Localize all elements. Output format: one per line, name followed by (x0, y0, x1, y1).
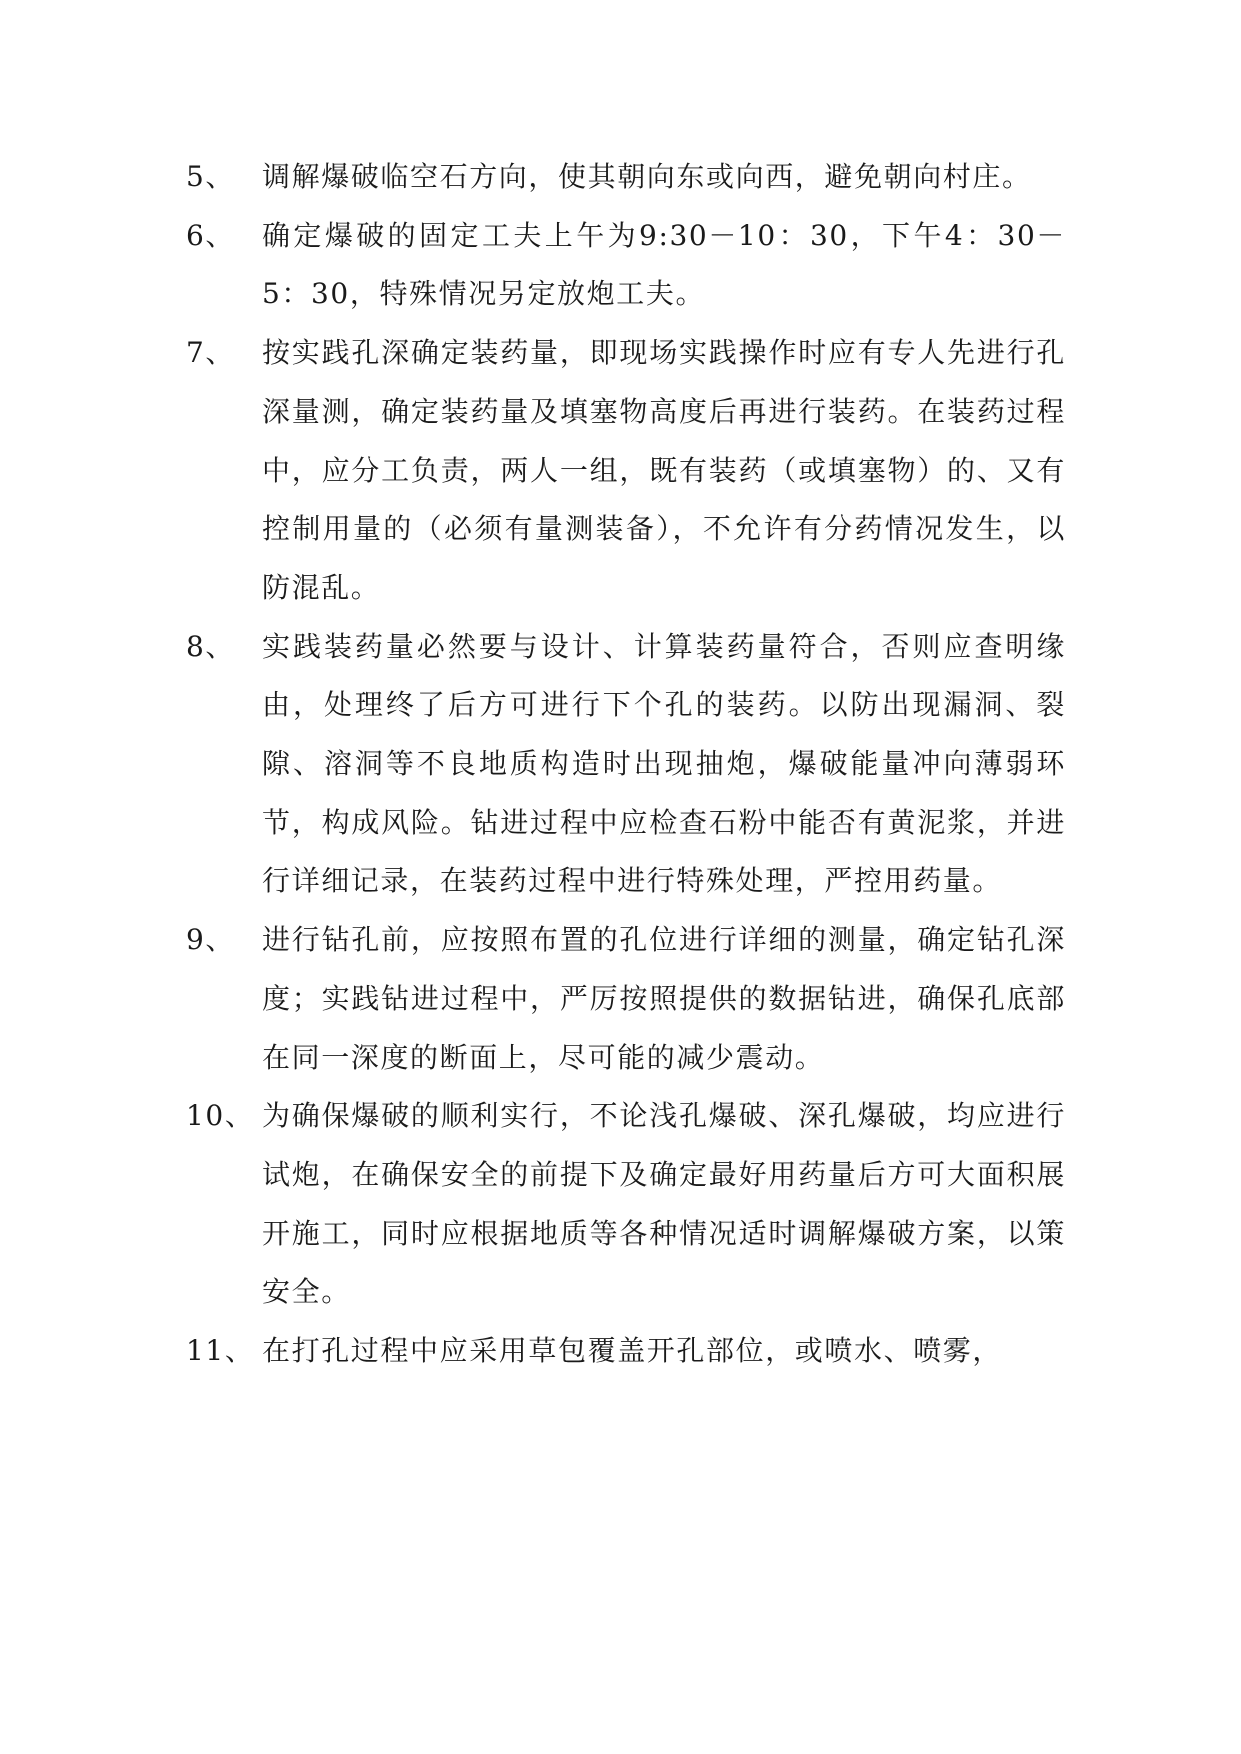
list-item (186, 324, 1066, 618)
list-item (186, 618, 1066, 912)
item-text: 实践装药量必然要与设计、计算装药量符合，否则应查明缘由，处理终了后方可进行下个孔的装药。以防出现漏洞、裂隙、溶洞等不良地质构造时出现抽炮，爆破能量冲向薄弱环节，构成风险。钻进过程中应检查石粉中能否有黄泥浆，并进行详细记录，在装药过程中进行特殊处理，严控用药量。 (262, 629, 1066, 898)
item-text: 为确保爆破的顺利实行，不论浅孔爆破、深孔爆破，均应进行试炮，在确保安全的前提下及确定最好用药量后方可大面积展开施工，同时应根据地质等各种情况适时调解爆破方案，以策安全。 (262, 1099, 1066, 1309)
list-item (186, 911, 1066, 1087)
item-text: 在打孔过程中应采用草包覆盖开孔部位，或喷水、喷雾， (262, 1334, 1003, 1368)
list-item (186, 1322, 1066, 1381)
item-text: 确定爆破的固定工夫上午为9:30－10：30，下午4：30－5：30，特殊情况另定放炮工夫。 (262, 218, 1066, 311)
list-item (186, 1087, 1066, 1322)
list-item (186, 207, 1066, 324)
item-number: 6、 (186, 218, 236, 252)
item-number: 11、 (186, 1334, 255, 1368)
list-item (186, 148, 1066, 207)
item-number: 5、 (186, 160, 236, 193)
item-number: 9、 (186, 923, 236, 957)
item-number: 7、 (186, 336, 236, 370)
numbered-list (186, 148, 1066, 1381)
item-text: 按实践孔深确定装药量，即现场实践操作时应有专人先进行孔深量测，确定装药量及填塞物高度后再进行装药。在装药过程中，应分工负责，两人一组，既有装药（或填塞物）的、又有控制用量的（必须有量测装备），不允许有分药情况发生，以防混乱。 (262, 336, 1066, 604)
item-text: 调解爆破临空石方向，使其朝向东或向西，避免朝向村庄。 (262, 160, 1032, 193)
item-text: 进行钻孔前，应按照布置的孔位进行详细的测量，确定钻孔深度；实践钻进过程中，严厉按照提供的数据钻进，确保孔底部在同一深度的断面上，尽可能的减少震动。 (262, 923, 1066, 1074)
item-number: 8、 (186, 629, 236, 663)
item-number: 10、 (186, 1099, 255, 1133)
